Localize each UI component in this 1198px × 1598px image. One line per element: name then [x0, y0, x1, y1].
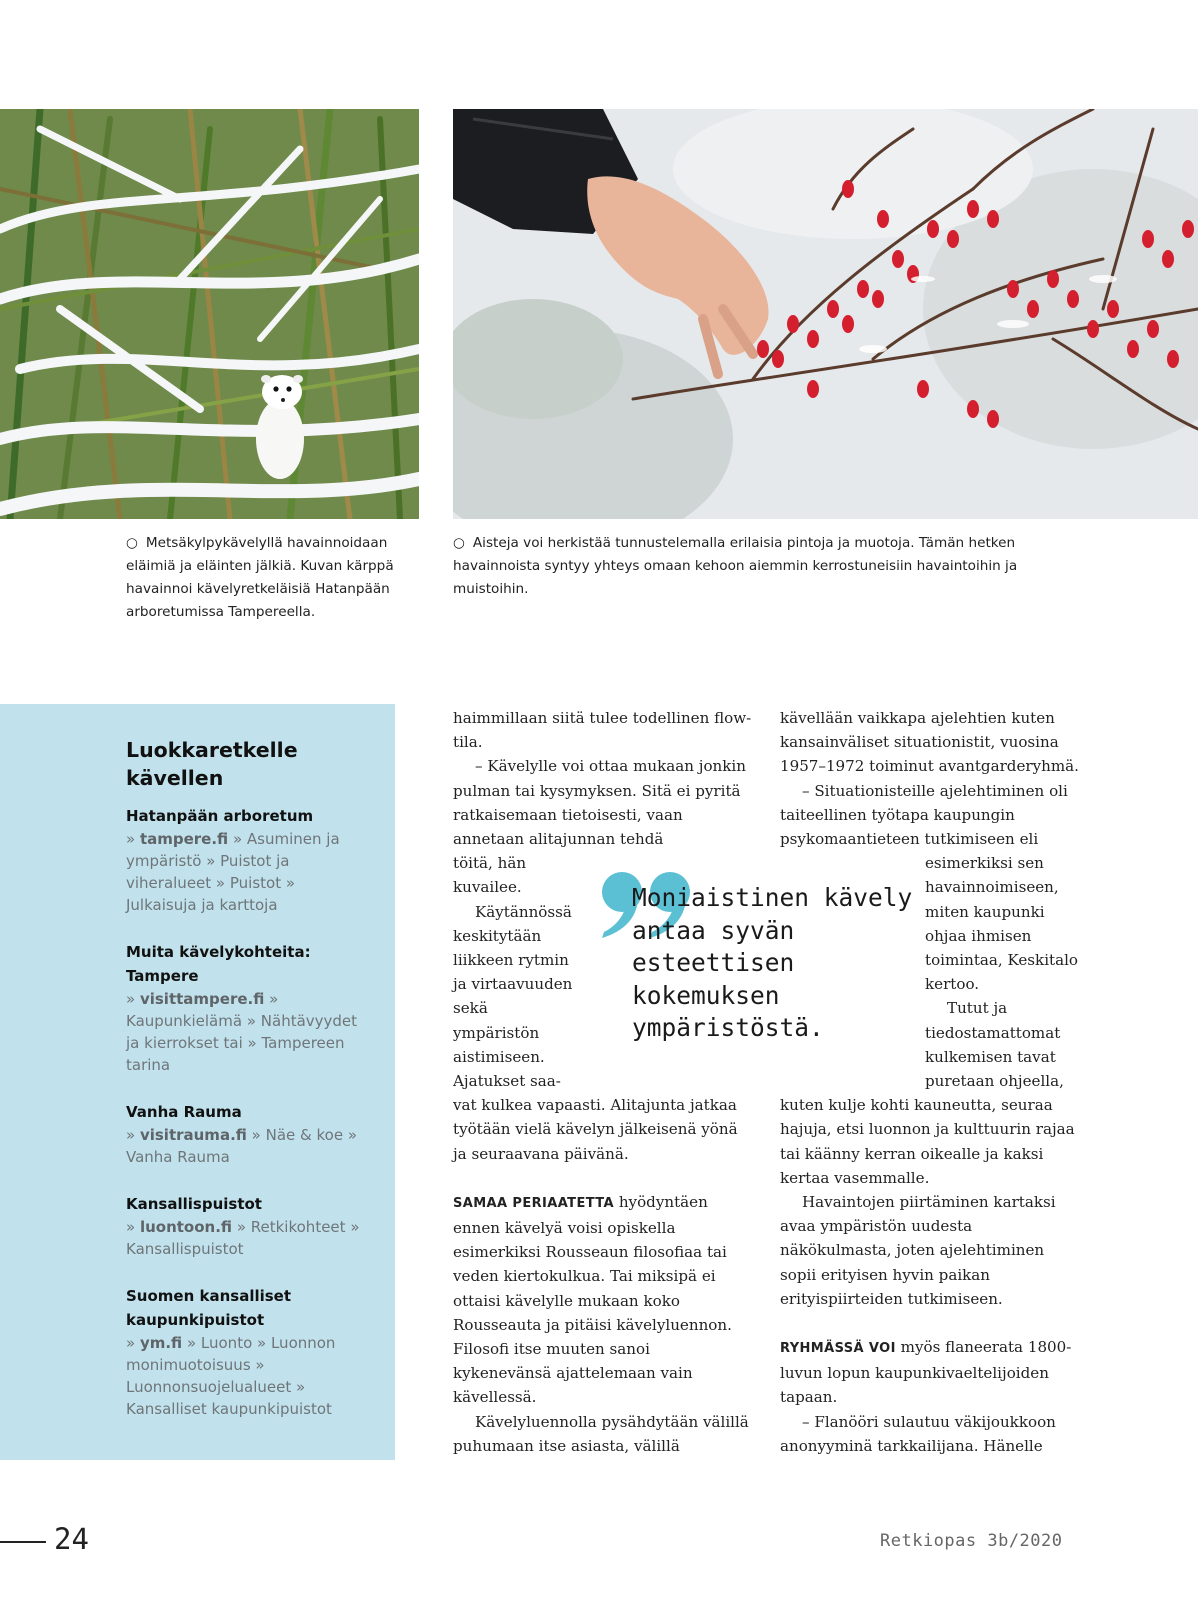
path-link[interactable]: Kansallispuistot	[126, 1240, 244, 1258]
link-separator: »	[252, 1334, 271, 1352]
body-paragraph: vat kulkea vapaasti. Alitajunta jatkaa työtään vielä kävelyn jälkeisenä yönä ja seuraavana päivänä.	[453, 1096, 738, 1163]
sidebar-section-heading: Muita kävelykohteita: Tampere	[126, 943, 311, 985]
body-paragraph	[453, 1190, 753, 1410]
link-separator: »	[264, 990, 279, 1008]
page-number: 24	[54, 1522, 89, 1556]
link-separator: »	[126, 1334, 140, 1352]
body-paragraph: haimmillaan siitä tulee todellinen flow-tila.	[453, 709, 752, 752]
link-separator: »	[126, 830, 140, 848]
sidebar-link-path	[126, 1216, 366, 1260]
link-separator: »	[281, 874, 296, 892]
body-paragraph: – Kävelylle voi ottaa mukaan jonkin pulman tai kysymyksen. Sitä ei pyritä ratkaisemaan tietoisesti, vaan annetaan alitajunnan tehdä	[453, 757, 746, 849]
path-link[interactable]: Retkikohteet	[250, 1218, 346, 1236]
path-link[interactable]: Kansalliset kaupunkipuistot	[126, 1400, 332, 1418]
body-paragraph: töitä, hän kuvailee.	[453, 854, 527, 897]
site-link[interactable]: visittampere.fi	[139, 990, 265, 1008]
link-separator: »	[201, 852, 221, 870]
site-link[interactable]: luontoon.fi	[139, 1218, 233, 1236]
body-paragraph: esimerkiksi sen havainnoimiseen, miten kaupunki ohjaa ihmisen toimintaa, Keskitalo kertoo.	[925, 854, 1079, 994]
link-separator: »	[242, 1034, 262, 1052]
body-paragraph: Käytännössä keskitytään liikkeen rytmin ja virtaavuuden sekä ympäristön aistimiseen. Ajatukset saa-	[453, 902, 573, 1091]
body-paragraph: – Situationisteille ajelehtiminen oli taiteellinen työtapa kaupungin psykomaantieteen tutkimiseen eli	[780, 781, 1068, 849]
sidebar-section-heading: Suomen kansalliset kaupunkipuistot	[126, 1287, 292, 1329]
article-column-2	[780, 706, 1080, 1458]
path-link[interactable]: Puistot	[229, 874, 282, 892]
paragraph-gap	[453, 1166, 753, 1190]
sidebar-link-path	[126, 1332, 366, 1420]
path-link[interactable]: Luonnonsuojelualueet	[126, 1378, 292, 1396]
link-separator: »	[246, 1126, 266, 1144]
link-separator: »	[182, 1334, 201, 1352]
path-link[interactable]: Kaupunkielämä	[126, 1012, 243, 1030]
path-link[interactable]: Nähtävyydet ja kierrokset tai	[126, 1012, 358, 1052]
link-separator: »	[126, 990, 140, 1008]
stoat-in-snowy-grass-photo	[0, 109, 419, 519]
link-separator: »	[250, 1356, 265, 1374]
sidebar-box	[0, 704, 395, 1460]
sidebar-content	[126, 736, 366, 1444]
body-paragraph: Tutut ja tiedostamattomat kulkemisen tavat puretaan ohjeella,	[925, 999, 1064, 1091]
path-link[interactable]: Näe & koe	[265, 1126, 344, 1144]
photo-caption-berries	[453, 532, 1073, 601]
hand-touching-berry-bush-photo	[453, 109, 1198, 519]
article-column-1	[453, 706, 753, 1458]
path-link[interactable]: Julkaisuja ja karttoja	[126, 896, 278, 914]
sidebar-section-heading: Vanha Rauma	[126, 1103, 242, 1121]
path-link[interactable]: Vanha Rauma	[126, 1148, 230, 1166]
body-paragraph: Havaintojen piirtäminen kartaksi avaa ympäristön uudesta näkökulmasta, joten ajelehtiminen sopii erityisen hyvin paikan erityispiirteiden tutkimiseen.	[780, 1193, 1056, 1308]
path-link[interactable]: Luonto	[200, 1334, 253, 1352]
footer-rule	[0, 1541, 46, 1543]
link-separator: »	[343, 1126, 357, 1144]
sidebar-section-heading: Kansallispuistot	[126, 1195, 262, 1213]
caption-bullet-icon: ○	[453, 535, 465, 551]
site-link[interactable]: visitrauma.fi	[139, 1126, 247, 1144]
sidebar-section	[126, 1284, 366, 1420]
link-separator: »	[211, 874, 230, 892]
body-text: hyödyntäen ennen kävelyä voisi opiskella esimerkiksi Rousseaun filosofiaa tai veden kiertokulkua. Tai miksipä ei ottaisi kävelylle mukaan koko Rousseauta ja pitäisi kävelyluennon. Filosofi itse muuten sanoi kykenevänsä ajattelemaan vain kävellessä.	[453, 1192, 732, 1407]
link-separator: »	[291, 1378, 306, 1396]
body-paragraph: Kävelyluennolla pysähdytään välillä puhumaan itse asiasta, välillä	[453, 1412, 749, 1455]
paragraph-gap	[780, 1311, 1080, 1335]
photo-caption-stoat	[126, 532, 406, 624]
link-separator: »	[126, 1218, 140, 1236]
sidebar-section	[126, 1100, 366, 1168]
path-link[interactable]: Puistot ja viheralueet	[126, 852, 290, 892]
body-paragraph: kuten kulje kohti kauneutta, seuraa hajuja, etsi luonnon ja kulttuurin rajaa tai käänny kerran oikealle ja kaksi kertaa vasemmalle.	[780, 1096, 1075, 1187]
magazine-issue: Retkiopas 3b/2020	[880, 1531, 1063, 1551]
sidebar-title: Luokkaretkelle kävellen	[126, 738, 298, 790]
link-separator: »	[232, 1218, 251, 1236]
caption-bullet-icon: ○	[126, 535, 138, 551]
link-separator: »	[345, 1218, 360, 1236]
site-link[interactable]: ym.fi	[139, 1334, 183, 1352]
lead-in-caps: SAMAA PERIAATETTA	[453, 1195, 615, 1211]
sidebar-link-path	[126, 988, 366, 1076]
path-link[interactable]: Asuminen ja ympäristö	[126, 830, 340, 870]
sidebar-link-path	[126, 1124, 366, 1168]
site-link[interactable]: tampere.fi	[139, 830, 229, 848]
body-paragraph: kävellään vaikkapa ajelehtien kuten kansainväliset situationistit, vuosina 1957–1972 toiminut avantgarderyhmä.	[780, 709, 1079, 776]
sidebar-section	[126, 1192, 366, 1260]
link-separator: »	[242, 1012, 261, 1030]
sidebar-section	[126, 804, 366, 916]
caption-text: Aisteja voi herkistää tunnustelemalla erilaisia pintoja ja muotoja. Tämän hetken havainnoista syntyy yhteys omaan kehoon aiemmin kerrostuneisiin havaintoihin ja muistoihin.	[453, 535, 1018, 597]
sidebar-section	[126, 940, 366, 1076]
link-separator: »	[228, 830, 247, 848]
body-paragraph: – Flanööri sulautuu väkijoukkoon anonyyminä tarkkailijana. Hänelle	[780, 1412, 1056, 1455]
sidebar-link-path	[126, 828, 366, 916]
path-link[interactable]: Tampereen tarina	[126, 1034, 345, 1074]
body-paragraph	[780, 1335, 1080, 1410]
sidebar-section-heading: Hatanpään arboretum	[126, 807, 314, 825]
lead-in-caps: RYHMÄSSÄ VOI	[780, 1341, 896, 1357]
link-separator: »	[126, 1126, 140, 1144]
pull-quote-text: Moniaistinen kävely antaa syvän esteettisen kokemuksen ympäristöstä.	[632, 883, 913, 1042]
caption-text: Metsäkylpykävelyllä havainnoidaan eläimiä ja eläinten jälkiä. Kuvan kärppä havainnoi kävelyretkeläisiä Hatanpään arboretumissa Tampereella.	[126, 535, 394, 620]
body-text: myös flaneerata 1800-luvun lopun kaupunkivaeltelijoiden tapaan.	[780, 1338, 1072, 1407]
path-link[interactable]: Luonnon monimuotoisuus	[126, 1334, 336, 1374]
